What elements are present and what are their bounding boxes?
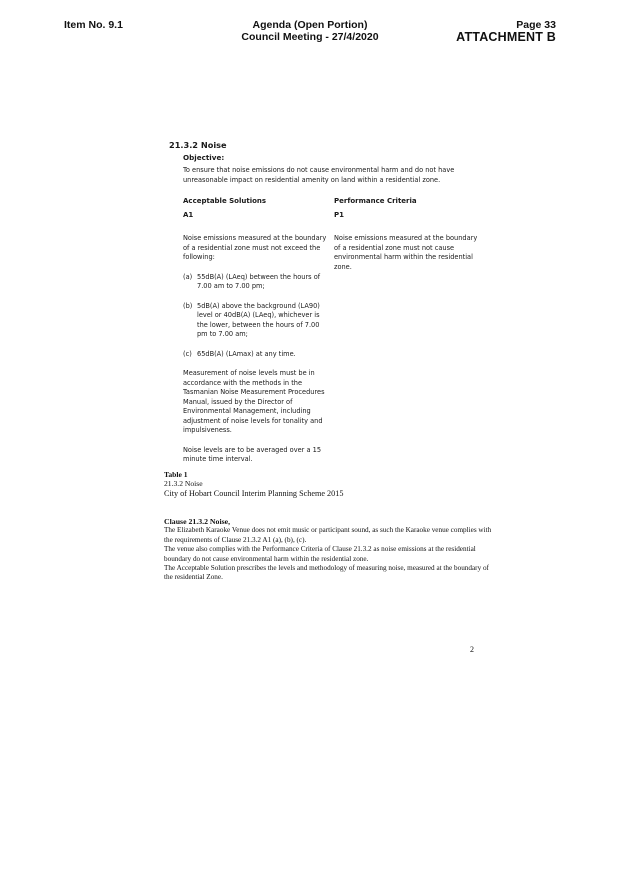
table-title: Table 1	[164, 470, 188, 479]
performance-criteria-column	[334, 197, 484, 282]
clause-paragraph: The Acceptable Solution prescribes the levels and methodology of measuring noise, measured at the boundary of the residential Zone.	[164, 564, 489, 582]
item-label: (c)	[183, 349, 192, 358]
item-text: 5dB(A) above the background (LA90) level or 40dB(A) (LAeq), whichever is the lower, between the hours of 7.00 pm to 7.00 am;	[197, 301, 320, 338]
averaging-text: Noise levels are to be averaged over a 15 minute time interval.	[183, 445, 322, 463]
section-title: 21.3.2 Noise	[169, 140, 227, 150]
acceptable-solutions-column	[183, 197, 331, 475]
page-header	[456, 19, 556, 43]
list-item	[183, 350, 331, 360]
item-label: (a)	[183, 272, 193, 281]
list-item	[183, 302, 331, 340]
page-label: Page 33	[516, 19, 556, 31]
attachment-label: ATTACHMENT B	[456, 30, 556, 44]
meeting-date: Council Meeting - 27/4/2020	[241, 31, 379, 43]
agenda-header	[180, 19, 440, 43]
objective-label: Objective:	[183, 153, 225, 162]
performance-criteria-code: P1	[334, 210, 345, 219]
performance-criteria-heading: Performance Criteria	[334, 197, 417, 205]
page-number: 2	[470, 645, 474, 654]
acceptable-intro: Noise emissions measured at the boundary of a residential zone must not exceed the following:	[183, 234, 327, 261]
agenda-title: Agenda (Open Portion)	[252, 19, 368, 31]
acceptable-solutions-heading: Acceptable Solutions	[183, 197, 267, 205]
acceptable-solution-code: A1	[183, 210, 194, 219]
item-label: (b)	[183, 301, 193, 310]
clause-paragraph: The venue also complies with the Performance Criteria of Clause 21.3.2 as noise emissions at the residential boundary do not cause environmental harm within the residential zone.	[164, 545, 476, 563]
table-caption	[164, 470, 343, 498]
clause-paragraph: The Elizabeth Karaoke Venue does not emit music or participant sound, as such the Karaoke venue complies with the requirements of Clause 21.3.2 A1 (a), (b), (c).	[164, 526, 492, 544]
performance-text: Noise emissions measured at the boundary of a residential zone must not cause environmental harm within the residential zone.	[334, 234, 478, 271]
list-item	[183, 273, 331, 292]
table-reference: 21.3.2 Noise	[164, 479, 203, 489]
item-number: Item No. 9.1	[64, 19, 123, 31]
clause-title: Clause 21.3.2 Noise,	[164, 517, 231, 526]
item-text: 55dB(A) (LAeq) between the hours of 7.00 am to 7.00 pm;	[197, 272, 321, 290]
measurement-text: Measurement of noise levels must be in accordance with the methods in the Tasmanian Noise Measurement Procedures Manual, issued by the Director of Environmental Management, including adjustment of noise levels for tonality and impulsiveness.	[183, 369, 325, 434]
clause-section	[164, 517, 494, 583]
planning-scheme-name: City of Hobart Council Interim Planning Scheme 2015	[164, 488, 344, 498]
item-text: 65dB(A) (LAmax) at any time.	[197, 349, 296, 358]
objective-text: To ensure that noise emissions do not cause environmental harm and do not have unreasonable impact on residential amenity on land within a residential zone.	[183, 166, 455, 184]
